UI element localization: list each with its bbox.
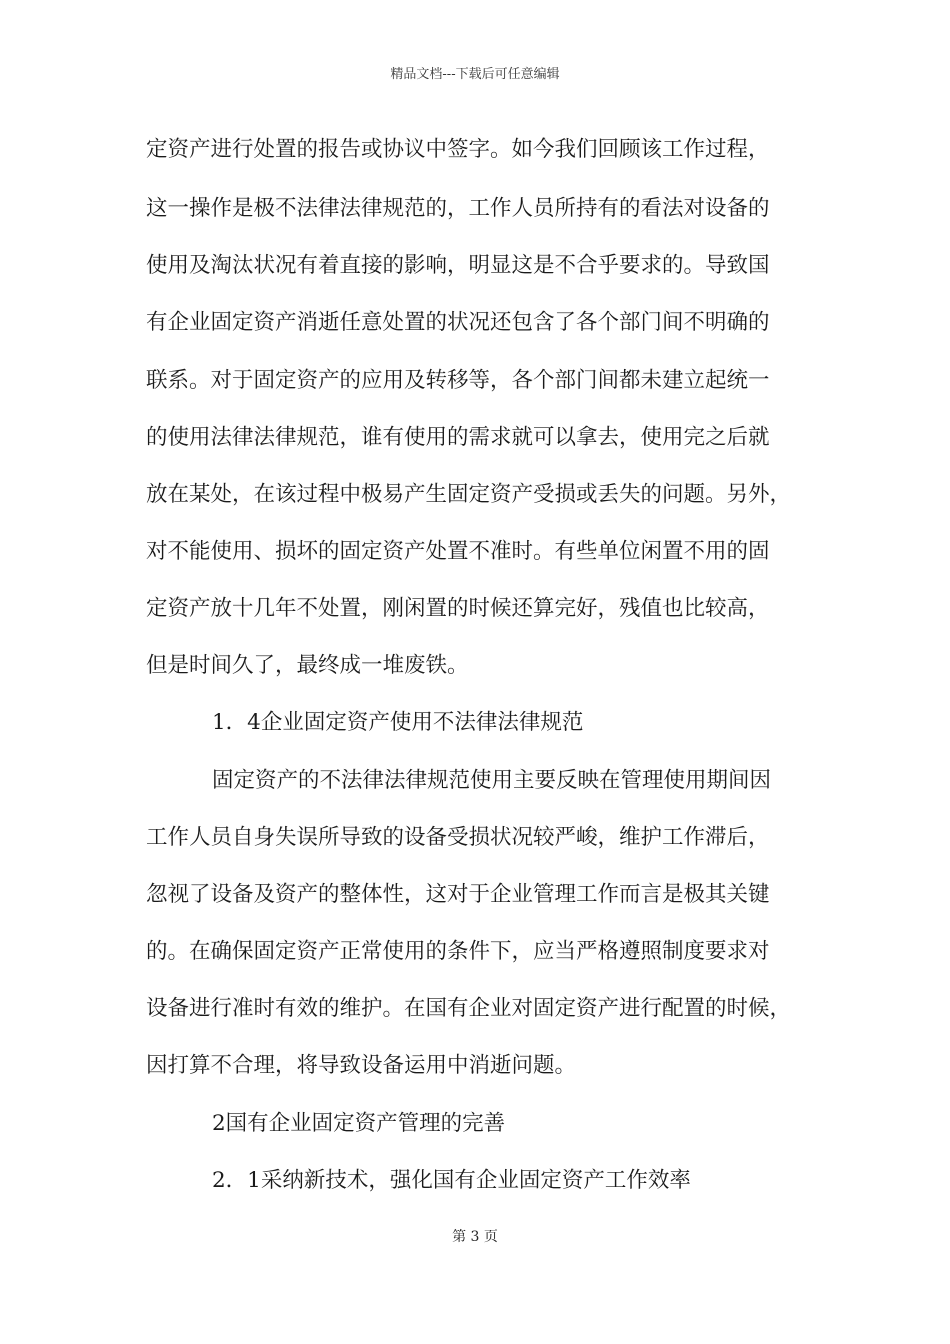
body-text-line: 的。在确保固定资产正常使用的条件下，应当严格遵照制度要求对 bbox=[146, 939, 770, 964]
body-text-line: 的使用法律法律规范，谁有使用的需求就可以拿去，使用完之后就 bbox=[146, 425, 770, 450]
body-text-line: 工作人员自身失误所导致的设备受损状况较严峻，维护工作滞后， bbox=[146, 825, 770, 850]
section-heading: 1．4企业固定资产使用不法律法律规范 bbox=[212, 710, 584, 735]
body-text-line: 定资产放十几年不处置，刚闲置的时候还算完好，残值也比较高， bbox=[146, 596, 770, 621]
body-text-line: 这一操作是极不法律法律规范的，工作人员所持有的看法对设备的 bbox=[146, 196, 770, 221]
body-text-line: 有企业固定资产消逝任意处置的状况还包含了各个部门间不明确的 bbox=[146, 310, 770, 335]
body-text-line: 放在某处，在该过程中极易产生固定资产受损或丢失的问题。另外， bbox=[146, 482, 792, 507]
body-text-line: 因打算不合理，将导致设备运用中消逝问题。 bbox=[146, 1053, 577, 1078]
body-text-line: 固定资产的不法律法律规范使用主要反映在管理使用期间因 bbox=[212, 768, 772, 793]
subsection-heading: 2．1采纳新技术，强化国有企业固定资产工作效率 bbox=[212, 1168, 691, 1193]
body-text-line: 定资产进行处置的报告或协议中签字。如今我们回顾该工作过程， bbox=[146, 137, 770, 162]
body-text-line: 但是时间久了，最终成一堆废铁。 bbox=[146, 653, 469, 678]
page-number: 第 3 页 bbox=[452, 1229, 498, 1245]
body-text-line: 对不能使用、损坏的固定资产处置不准时。有些单位闲置不用的固 bbox=[146, 539, 770, 564]
body-text-line: 联系。对于固定资产的应用及转移等，各个部门间都未建立起统一 bbox=[146, 368, 770, 393]
body-text-line: 设备进行准时有效的维护。在国有企业对固定资产进行配置的时候， bbox=[146, 996, 792, 1021]
body-text-line: 忽视了设备及资产的整体性，这对于企业管理工作而言是极其关键 bbox=[146, 882, 770, 907]
page-header: 精品文档---下载后可任意编辑 bbox=[390, 67, 560, 82]
section-heading: 2国有企业固定资产管理的完善 bbox=[212, 1111, 506, 1136]
body-text-line: 使用及淘汰状况有着直接的影响，明显这是不合乎要求的。导致国 bbox=[146, 253, 770, 278]
